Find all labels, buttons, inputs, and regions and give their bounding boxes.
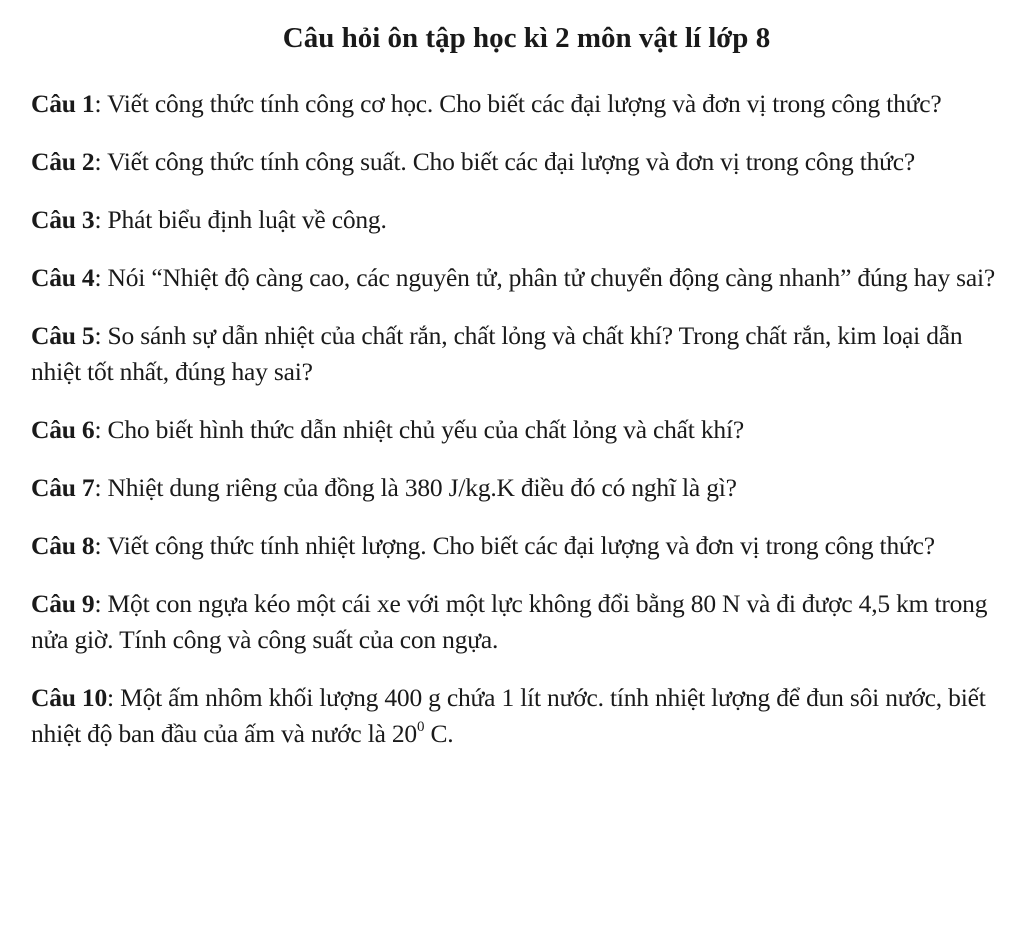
question-text: Viết công thức tính công cơ học. Cho biết các đại lượng và đơn vị trong công thức? bbox=[107, 89, 942, 118]
question-8: Câu 8: Viết công thức tính nhiệt lượng. Cho biết các đại lượng và đơn vị trong công thức? bbox=[31, 531, 935, 560]
question-label: Câu 6 bbox=[31, 415, 95, 444]
question-1: Câu 1: Viết công thức tính công cơ học. Cho biết các đại lượng và đơn vị trong công thức? bbox=[31, 89, 942, 118]
question-text: Nhiệt dung riêng của đồng là 380 J/kg.K điều đó có nghĩ là gì? bbox=[107, 473, 737, 502]
document-title: Câu hỏi ôn tập học kì 2 môn vật lí lớp 8 bbox=[282, 22, 771, 54]
question-7: Câu 7: Nhiệt dung riêng của đồng là 380 J/kg.K điều đó có nghĩ là gì? bbox=[31, 473, 737, 502]
question-text: Phát biểu định luật về công. bbox=[107, 205, 387, 234]
question-10: Câu 10: Một ấm nhôm khối lượng 400 g chứa 1 lít nước. tính nhiệt lượng để đun sôi nước, biết nhiệt độ ban đầu của ấm và nước là $20^0$ C. bbox=[31, 683, 986, 748]
question-5: Câu 5: So sánh sự dẫn nhiệt của chất rắn, chất lỏng và chất khí? Trong chất rắn, kim loại dẫn nhiệt tốt nhất, đúng hay sai? bbox=[31, 321, 963, 386]
question-label: Câu 10 bbox=[31, 683, 108, 712]
question-text: Một con ngựa kéo một cái xe với một lực không đổi bằng 80 N và đi được 4,5 km trong nửa giờ. Tính công và công suất của con ngựa. bbox=[31, 589, 988, 654]
question-3: Câu 3: Phát biểu định luật về công. bbox=[31, 205, 387, 234]
superscript-degree: 0 bbox=[416, 718, 425, 735]
question-text: Cho biết hình thức dẫn nhiệt chủ yếu của chất lỏng và chất khí? bbox=[107, 415, 744, 444]
question-text: So sánh sự dẫn nhiệt của chất rắn, chất lỏng và chất khí? Trong chất rắn, kim loại dẫn nhiệt tốt nhất, đúng hay sai? bbox=[31, 321, 963, 386]
question-6: Câu 6: Cho biết hình thức dẫn nhiệt chủ yếu của chất lỏng và chất khí? bbox=[31, 415, 744, 444]
question-label: Câu 2 bbox=[31, 147, 95, 176]
question-text-tail: C. bbox=[424, 719, 454, 748]
question-label: Câu 3 bbox=[31, 205, 95, 234]
question-label: Câu 7 bbox=[31, 473, 95, 502]
question-list bbox=[31, 86, 1012, 752]
question-9: Câu 9: Một con ngựa kéo một cái xe với một lực không đổi bằng 80 N và đi được 4,5 km trong nửa giờ. Tính công và công suất của con ngựa. bbox=[31, 589, 988, 654]
question-text: Một ấm nhôm khối lượng 400 g chứa 1 lít nước. tính nhiệt lượng để đun sôi nước, biết nhiệt độ ban đầu của ấm và nước là 20 bbox=[31, 683, 986, 748]
question-label: Câu 4 bbox=[31, 263, 95, 292]
question-label: Câu 5 bbox=[31, 321, 95, 350]
question-text: Viết công thức tính nhiệt lượng. Cho biết các đại lượng và đơn vị trong công thức? bbox=[107, 531, 935, 560]
question-label: Câu 9 bbox=[31, 589, 95, 618]
question-text: Viết công thức tính công suất. Cho biết các đại lượng và đơn vị trong công thức? bbox=[107, 147, 916, 176]
question-label: Câu 1 bbox=[31, 89, 95, 118]
question-label: Câu 8 bbox=[31, 531, 95, 560]
question-4: Câu 4: Nói “Nhiệt độ càng cao, các nguyên tử, phân tử chuyển động càng nhanh” đúng hay sai? bbox=[31, 263, 996, 292]
question-2: Câu 2: Viết công thức tính công suất. Cho biết các đại lượng và đơn vị trong công thức? bbox=[31, 147, 916, 176]
question-text: Nói “Nhiệt độ càng cao, các nguyên tử, phân tử chuyển động càng nhanh” đúng hay sai? bbox=[107, 263, 996, 292]
